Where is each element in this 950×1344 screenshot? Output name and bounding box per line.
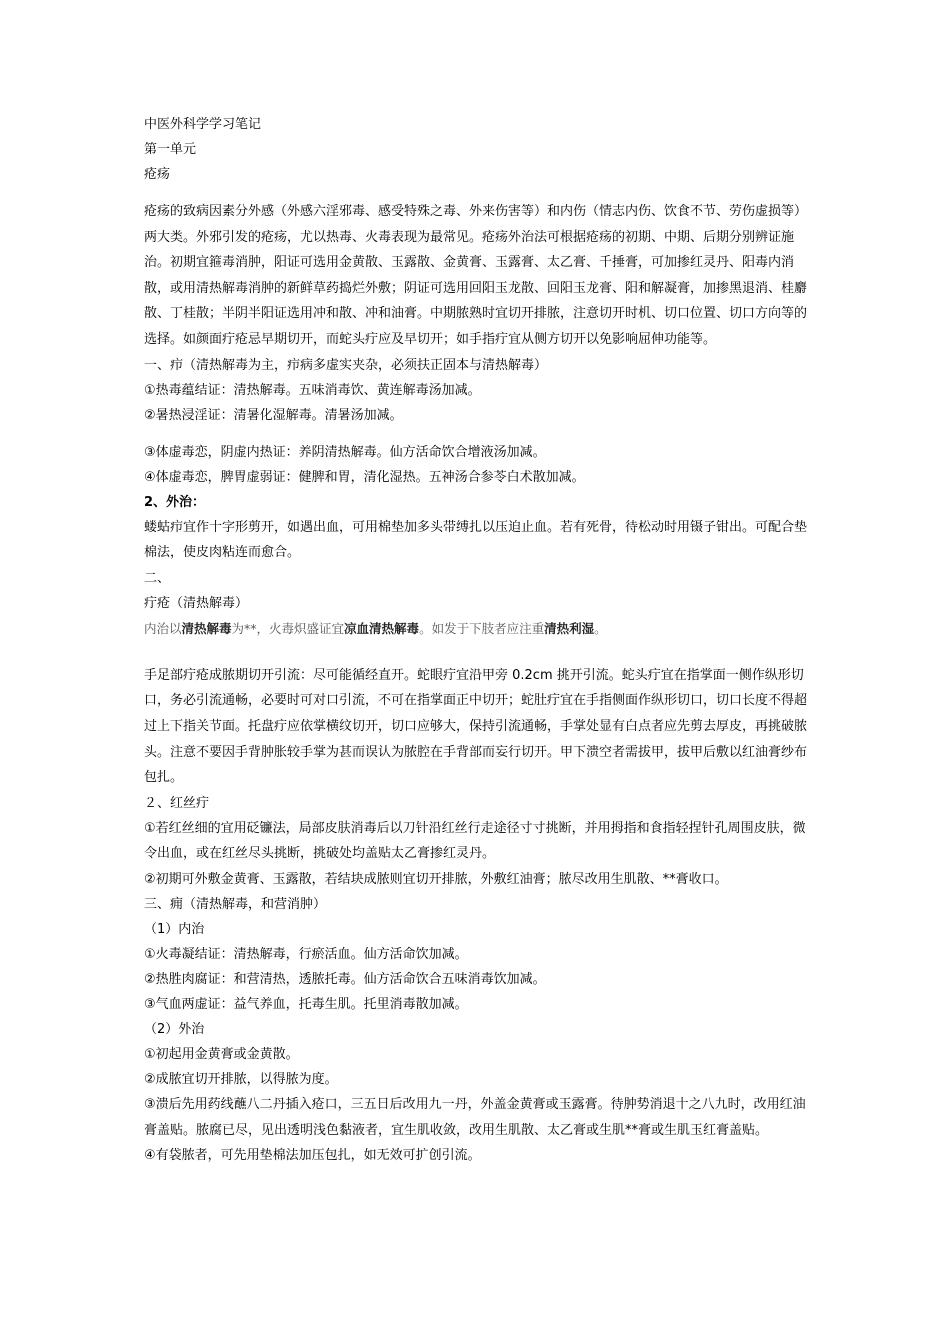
furuncle-item-3: ③体虚毒恋，阴虚内热证：养阴清热解毒。仙方活命饮合增液汤加减。 [144,444,546,460]
inner-item-3: ③气血两虚证：益气养血，托毒生肌。托里消毒散加减。 [144,996,468,1012]
boil-emph-2: 凉血清热解毒 [344,620,420,636]
furuncle-item-1: ①热毒蕴结证：清热解毒。五味消毒饮、黄连解毒汤加减。 [144,382,481,398]
inner-item-2: ②热胜肉腐证：和营清热，透脓托毒。仙方活命饮合五味消毒饮加减。 [144,971,546,987]
doc-title: 中医外科学学习笔记 [144,117,262,132]
red-line-item-1: ①若红丝细的宜用砭镰法，局部皮肤消毒后以刀针沿红丝行走途径寸寸挑断，并用拇指和食指轻捏针孔周围皮肤，微令出血，或在红丝尽头挑断，挑破处均盖贴太乙膏掺红灵丹。 [144,820,806,862]
boil-drainage-paragraph: 手足部疔疮成脓期切开引流：尽可能循经直开。蛇眼疔宜沿甲旁 0.2cm 挑开引流。蛇头疔宜在指掌面一侧作纵形切口，务必引流通畅，必要时可对口引流，不可在指掌面正中切开；蛇肚疔宜在手指侧面作纵形切口，切口长度不得超过上下指关节面。托盘疔应依掌横纹切开，切口应够大，保持引流通畅，手掌处显有白点者应先剪去厚皮，再挑破脓头。注意不要因手背肿胀较手掌为甚而误认为脓腔在手背部而妄行切开。甲下溃空者需拔甲，拔甲后敷以红油膏纱布包扎。 [144,667,808,786]
intro-paragraph: 疮疡的致病因素分外感（外感六淫邪毒、感受特殊之毒、外来伤害等）和内伤（情志内伤、饮食不节、劳伤虚损等）两大类。外邪引发的疮疡，尤以热毒、火毒表现为最常见。疮疡外治法可根据疮疡的初期、中期、后期分别辨证施治。初期宜箍毒消肿，阳证可选用金黄散、玉露散、金黄膏、玉露膏、太乙膏、千捶膏，可加掺红灵丹、阳毒内消散，或用清热解毒消肿的新鲜草药捣烂外敷；阴证可选用回阳玉龙散、回阳玉龙膏、阳和解凝膏，加掺黑退消、桂麝散、丁桂散；半阴半阳证选用冲和散、冲和油膏。中期脓熟时宜切开排脓，注意切开时机、切口位置、切口方向等的选择。如颜面疔疮忌早期切开，而蛇头疔应及早切开；如手指疔宜从侧方切开以免影响屈伸功能等。 [144,204,808,347]
outer-item-3: ③溃后先用药线蘸八二丹插入疮口，三五日后改用九一丹，外盖金黄膏或玉露膏。待肿势消退十之八九时，改用红油膏盖贴。脓腐已尽，见出透明浅色黏液者，宜生肌收敛，改用生肌散、太乙膏或生肌**膏或生肌玉红膏盖贴。 [144,1096,806,1138]
furuncle-heading: 一、疖（清热解毒为主，疖病多虚实夹杂，必须扶正固本与清热解毒） [144,357,548,373]
boil-emph-3: 清热利湿 [544,620,595,636]
unit-heading: 第一单元 [144,142,197,157]
external-heading: 2、外治： [144,494,206,510]
part-two-heading: 二、 [144,570,171,586]
outer-item-4: ④有袋脓者，可先用垫棉法加压包扎，如无效可扩创引流。 [144,1148,481,1164]
boil-inner-treatment [144,616,812,641]
inner-treatment-heading: （1）内治 [144,921,205,937]
boil-text-2: 为**，火毒炽盛证宜 [231,620,345,636]
outer-item-2: ②成脓宜切开排脓，以得脓为度。 [144,1071,338,1087]
boil-heading: 疔疮（清热解毒） [144,595,249,611]
boil-text-3: 。如发于下肢者应注重 [419,620,545,636]
outer-treatment-heading: （2）外治 [144,1021,205,1037]
boil-emph-1: 清热解毒 [181,620,232,636]
red-line-heading: ２、红丝疔 [144,795,210,811]
inner-item-1: ①火毒凝结证：清热解毒，行瘀活血。仙方活命饮加减。 [144,946,468,962]
furuncle-item-2: ②暑热浸淫证：清暑化湿解毒。清暑汤加减。 [144,407,403,423]
outer-item-1: ①初起用金黄膏或金黄散。 [144,1046,299,1062]
external-paragraph: 蝼蛄疖宜作十字形剪开，如遇出血，可用棉垫加多头带缚扎以压迫止血。若有死骨，待松动时用镊子钳出。可配合垫棉法，使皮肉粘连而愈合。 [144,519,808,561]
furuncle-item-4: ④体虚毒恋，脾胃虚弱证：健脾和胃，清化湿热。五神汤合参苓白术散加减。 [144,469,585,485]
boil-text-1: 内治以 [144,620,182,636]
document-page [144,112,812,1168]
abscess-heading: 三、痈（清热解毒，和营消肿） [144,896,327,912]
boil-text-4: 。 [594,620,607,636]
section-heading: 疮疡 [144,167,171,182]
red-line-item-2: ②初期可外敷金黄膏、玉露散，若结块成脓则宜切开排脓，外敷红油膏；脓尽改用生肌散、**膏收口。 [144,871,728,887]
